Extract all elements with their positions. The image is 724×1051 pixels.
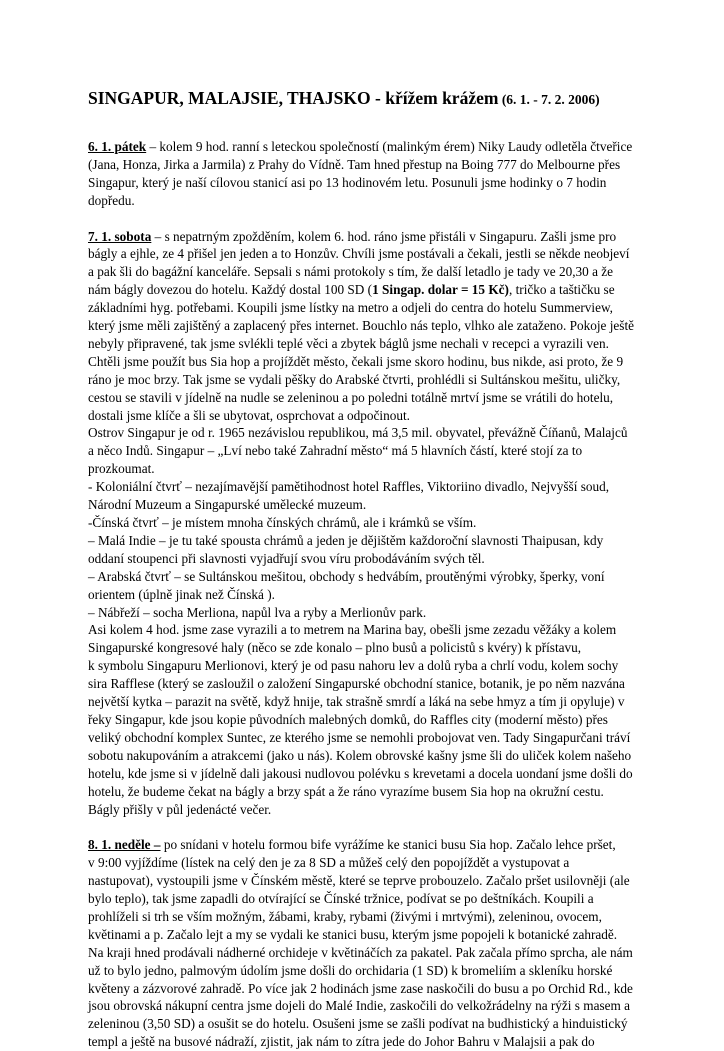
day2-line: – Arabská čtvrť – se Sultánskou mešitou, obchody s hedvábím, proutěnými výrobky, šperky, voní [88, 568, 605, 584]
day3-line: prohlíželi si trh se vším možným, žábami, kraby, rybami (živými i mrtvými), zeleninou, ovocem, [88, 908, 602, 924]
day2-line: Asi kolem 4 hod. jsme zase vyrazili a to metrem na Marina bay, obešli jsme zezadu věžáky a kolem [88, 622, 617, 638]
paragraph-day1 [88, 138, 648, 210]
day1-line: (Jana, Honza, Jirka a Jarmila) z Prahy do Vídně. Tam hned přestup na Boing 777 do Melbourne přes [88, 156, 621, 172]
day1-date: 6. 1. pátek [88, 139, 147, 154]
day2-line: – Nábřeží – socha Merliona, napůl lva a ryby a Merlionův park. [88, 604, 427, 620]
day2-line: nebyly připravené, tak jsme svlékli teplé věci a zbytek báglů jsme nechali v recepci a vyrazili ven. [88, 335, 609, 351]
day2-money-post: , tričko a taštičku se [508, 282, 615, 298]
day2-line: hotelu, kde jsme si v jídelně dali jakousi nudlovou polévku s krevetami a docela uondaní jsme došli do [88, 765, 633, 781]
day2-line: největší kytka – parazit na světě, když hnije, tak strašně smrdí a láká na sebe hmyz a tím ji opyluje) v [88, 694, 625, 710]
text-line [88, 228, 648, 246]
text-line [88, 138, 648, 156]
day3-line: zeleninou (3,50 SD) a osušit se do hotelu. Osušeni jsme se zašli podívat na budhistický a hinduistický [88, 1016, 628, 1032]
day2-line: oddaní stoupenci při slavnosti vyjadřují svou víru probodáváním svých těl. [88, 550, 485, 566]
day2-line: – Malá Indie – je tu také spousta chrámů a jeden je dějištěm každoroční slavnosti Thaipusan, kdy [88, 532, 604, 548]
day2-line: hotelu, že budeme čekat na bágly a brzy spát a že ráno vyrazíme busem Sia hop na okružní cestu. [88, 783, 604, 799]
day3-line: templ a ještě na busové nádraží, zjistit, jak nám to zítra jede do Johor Bahru v Malajsii a pak do [88, 1034, 595, 1050]
paragraph-day3 [88, 836, 648, 1051]
day3-date: 8. 1. neděle – [88, 837, 161, 853]
day2-line: ráno je moc brzy. Tak jsme se vydali pěšky do Arabské čtvrti, prohlédli si Sultánskou mešitu, uličky, [88, 371, 621, 387]
day2-money-pre: nám bágly dovezou do hotelu. Každý dostal 100 SD ( [88, 282, 373, 298]
day2-line: Chtěli jsme použít bus Sia hop a projíždět město, čekali jsme skoro hodinu, bus nikde, asi proto, že 9 [88, 353, 624, 369]
day3-line: Na kraji hned prodávali nádherné orchideje v květináčích za pakatel. Pak začala přímo sprcha, ale nám [88, 944, 633, 960]
day3-line: po snídani v hotelu formou bife vyrážíme ke stanici busu Sia hop. Začalo lehce pršet, [160, 837, 616, 853]
day3-line: nastupovat), vystoupili jsme v Čínském městě, které se teprve probouzelo. Začalo pršet usilovněji (ale [88, 873, 630, 889]
day2-line: veliký obchodní komplex Suntec, ze kterého jsme se nemohli probojovat ven. Tady Singapurčani tráví [88, 729, 631, 745]
day2-date: 7. 1. sobota [88, 228, 152, 244]
day3-line: bylo teplo), tak jsme zapadli do otvírající se Čínské tržnice, podívat se po deštníkách. Koupili a [88, 891, 594, 907]
day2-line: Ostrov Singapur je od r. 1965 nezávislou republikou, má 3,5 mil. obyvatel, převážně Číňanů, Malajců [88, 425, 628, 441]
day1-line: Singapur, který je naší cílovou stanicí asi po 13 hodinovém letu. Posunuli jsme hodinky o 7 hodin [88, 174, 607, 190]
day2-line: bágly a ejhle, ze 4 přišel jen jeden a to Honzův. Chvíli jsme postávali a čekali, jestli se někde neobjeví [88, 246, 630, 262]
day2-line: a něco Indů. Singapur – „Lví nebo také Zahradní město“ má 5 hlavních částí, které stojí za to [88, 443, 583, 459]
day2-line: který jsme měli zajištěný a zaplacený přes internet. Bouchlo nás teplo, vlhko ale zataženo. Pokoje ještě [88, 318, 635, 334]
day2-line: sobotu nakupováním a atrakcemi (jako u nás). Kolem obrovské kašny jsme šli do uliček kolem našeho [88, 747, 632, 763]
day2-line: Národní Muzeum a Singapurské umělecké muzeum. [88, 497, 367, 513]
day2-line: -Čínská čtvrť – je místem mnoha čínských chrámů, ale i krámků se vším. [88, 515, 477, 531]
day3-line: v 9:00 vyjíždíme (lístek na celý den je za 8 SD a můžeš celý den popojíždět a vystupovat a [88, 855, 570, 871]
day3-line: už to bylo jedno, palmovým údolím jsme došli do orchidaria (1 SD) k bromeliím a skleníku horské [88, 962, 613, 978]
day2-line: - Koloniální čtvrť – nezajímavější pamětihodnost hotel Raffles, Viktoriino divadlo, Nejvyšší soud, [88, 479, 610, 495]
text-line [88, 836, 648, 854]
day2-line: k symbolu Singapuru Merlionovi, který je od pasu nahoru lev a dolů ryba a chrlí vodu, kolem sochy [88, 658, 619, 674]
day1-line: dopředu. [88, 192, 135, 208]
title-dates: (6. 1. - 7. 2. 2006) [498, 92, 600, 107]
day1-line: – kolem 9 hod. ranní s leteckou společností (malinkým érem) Niky Laudy odletěla čtveřice [146, 139, 633, 154]
day2-line: základními hyg. potřebami. Koupili jsme lístky na metro a odjeli do centra do hotelu Summerview, [88, 300, 613, 316]
day3-line: květinami a p. Začalo lejt a my se vydali ke stanici busu, kterým jsme popojeli k botanické zahradě. [88, 926, 618, 942]
day2-line: orientem (úplně jinak než Čínská ). [88, 586, 275, 602]
day2-line: řeky Singapur, kde jsou kopie původních malebných domků, do Raffles city (moderní město) přes [88, 711, 608, 727]
day3-line: jsou obrovská nákupní centra jsme dojeli do Malé Indie, zaskočili do velkožrádelny na rýži s masem a [88, 998, 630, 1014]
day3-line: květeny a zázvorové zahradě. Po více jak 2 hodinách jsme zase naskočili do busu a po Orchid Rd., kde [88, 980, 633, 996]
day2-line: Singapurské kongresové haly (něco se zde konalo – plno busů a policistů s kvéry) k přístavu, [88, 640, 582, 656]
day2-line: a pak šli do bagážní kanceláře. Sepsali s námi protokoly s tím, že další letadlo je tady ve 20,30 a že [88, 264, 614, 280]
document-title [88, 88, 648, 109]
day2-line: sira Rafflese (který se zasloužil o založení Singapurské obchodní stanice, botanik, je po něm nazvána [88, 676, 625, 692]
day2-line: dostali jsme klíče a šli se ubytovat, osprchovat a odpočinout. [88, 407, 410, 423]
exchange-rate: 1 Singap. dolar = 15 Kč) [372, 282, 509, 298]
text-line [88, 281, 648, 299]
paragraph-gap [88, 818, 648, 836]
day2-line: Bágly přišly v půl jedenácté večer. [88, 801, 272, 817]
paragraph-gap [88, 210, 648, 228]
document-body [88, 138, 648, 1051]
title-main: SINGAPUR, MALAJSIE, THAJSKO - křížem krážem [88, 88, 499, 108]
day2-line: prozkoumat. [88, 461, 155, 477]
day2-line: cestou se stavili v jídelně na nudle se zeleninou a po poledni totálně mrtví jsme se vrátili do hotelu, [88, 389, 614, 405]
paragraph-day2 [88, 228, 648, 819]
day2-line: – s nepatrným zpožděním, kolem 6. hod. ráno jsme přistáli v Singapuru. Zašli jsme pro [151, 228, 617, 244]
